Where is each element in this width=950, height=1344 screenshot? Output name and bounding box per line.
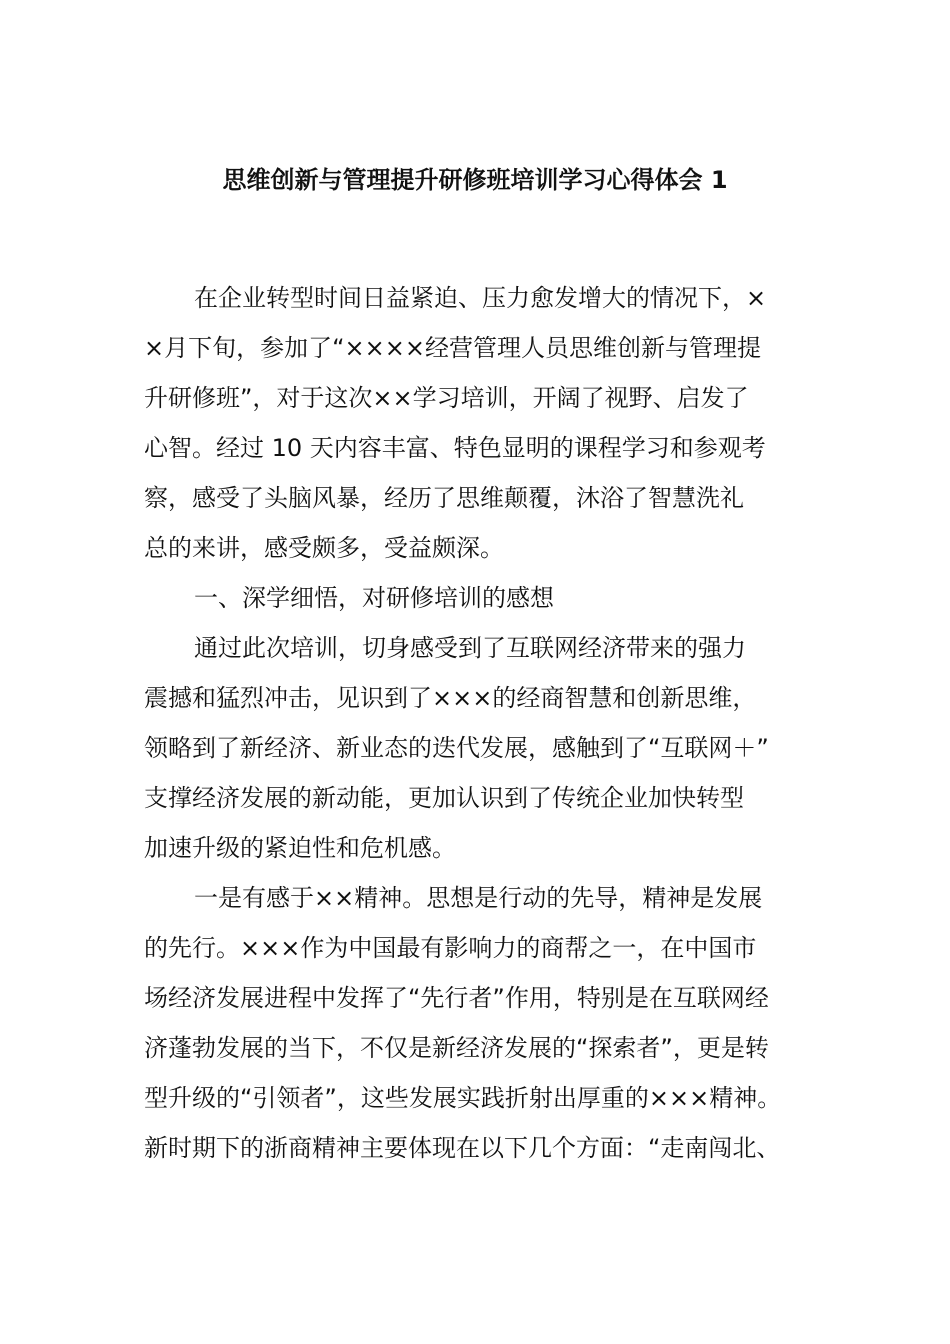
document-title: 思维创新与管理提升研修班培训学习心得体会 1 [222, 166, 728, 194]
paragraph-line: ×月下旬，参加了“××××经营管理人员思维创新与管理提 [144, 334, 761, 362]
paragraph-line: 加速升级的紧迫性和危机感。 [144, 834, 456, 862]
paragraph-line: 一是有感于××精神。思想是行动的先导，精神是发展 [194, 884, 763, 912]
paragraph-line: 升研修班”，对于这次××学习培训，开阔了视野、启发了 [144, 384, 749, 412]
paragraph-line: 支撑经济发展的新动能，更加认识到了传统企业加快转型 [144, 784, 744, 812]
paragraph-line: 总的来讲，感受颇多，受益颇深。 [144, 534, 504, 562]
paragraph-line: 震撼和猛烈冲击，见识到了×××的经商智慧和创新思维， [144, 684, 757, 712]
paragraph-line: 在企业转型时间日益紧迫、压力愈发增大的情况下，× [194, 284, 767, 312]
paragraph-line: 型升级的“引领者”，这些发展实践折射出厚重的×××精神。 [144, 1084, 782, 1112]
paragraph-line: 领略到了新经济、新业态的迭代发展，感触到了“互联网＋” [144, 734, 769, 762]
paragraph-line: 察，感受了头脑风暴，经历了思维颠覆，沐浴了智慧洗礼 [144, 484, 744, 512]
section-heading: 一、深学细悟，对研修培训的感想 [194, 584, 554, 612]
paragraph-line: 通过此次培训，切身感受到了互联网经济带来的强力 [194, 634, 746, 662]
paragraph-line: 心智。经过 10 天内容丰富、特色显明的课程学习和参观考 [144, 434, 766, 462]
paragraph-line: 的先行。×××作为中国最有影响力的商帮之一，在中国市 [144, 934, 757, 962]
paragraph-line: 新时期下的浙商精神主要体现在以下几个方面：“走南闯北、 [144, 1134, 781, 1162]
paragraph-line: 场经济发展进程中发挥了“先行者”作用，特别是在互联网经 [144, 984, 769, 1012]
paragraph-line: 济蓬勃发展的当下，不仅是新经济发展的“探索者”，更是转 [144, 1034, 769, 1062]
